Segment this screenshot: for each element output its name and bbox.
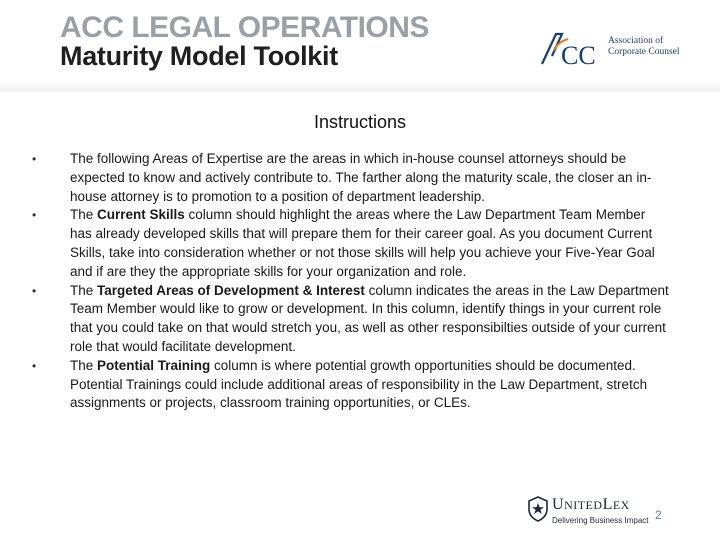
- brand-part: L: [602, 496, 613, 513]
- svg-text:CC: CC: [561, 41, 596, 68]
- bullet-text: [70, 206, 670, 281]
- bullet-text-part: The following Areas of Expertise are the areas in which in-house counsel attorneys should be expected to know and actively contribute to. The farther along the maturity scale, the closer an in-house attorney is to promotion to a position of department leadership.: [70, 151, 652, 204]
- header-divider: [0, 80, 720, 92]
- toolkit-subtitle: Maturity Model Toolkit: [60, 41, 338, 71]
- list-item: [30, 206, 670, 281]
- bullet-text-part: The: [70, 207, 98, 223]
- bullet-marker: •: [32, 152, 37, 166]
- unitedlex-logo: [528, 494, 649, 530]
- list-item: [30, 282, 670, 357]
- bullet-text: [70, 282, 670, 357]
- brand-part: NITED: [564, 498, 603, 512]
- acc-logo: [540, 30, 690, 70]
- bullet-text: [70, 150, 670, 206]
- title-acc: ACC: [60, 11, 124, 44]
- shield-star-icon: [528, 496, 548, 522]
- list-item: [30, 150, 670, 206]
- unitedlex-tagline: Delivering Business Impact: [552, 516, 649, 525]
- brand-part: EX: [612, 498, 630, 512]
- acc-org-name: [608, 36, 698, 58]
- instructions-list: [30, 150, 670, 413]
- bullet-text: [70, 357, 670, 413]
- bullet-marker: •: [32, 208, 37, 223]
- header-banner: [0, 0, 720, 90]
- acc-org-line1: Association of: [608, 36, 664, 46]
- acc-org-line2: Corporate Counsel: [608, 47, 680, 57]
- bullet-text-part: column indicates the areas in the Law Department Team Member would like to grow or development. In this column, identify things in your current role that you could take on that would stretch you, as well as other responsibilties outside of your current role that would facilitate development.: [70, 282, 669, 354]
- title-legal-operations: LEGAL OPERATIONS: [131, 11, 429, 44]
- bullet-text-part: column is where potential growth opportunities should be documented. Potential Trainings could include additional areas of responsibility in the Law Department, stretch assignments or projects, classroom training opportunities, or CLEs.: [70, 357, 648, 411]
- list-item: [30, 357, 670, 413]
- bullet-bold-term: Targeted Areas of Development & Interest: [97, 282, 365, 298]
- bullet-text-part: column should highlight the areas where the Law Department Team Member has already developed skills that will prepare them for their career goal. As you document Current Skills, take into consideration whether or not those skills will help you achieve your Five-Year Goal and if are they the appropriate skills for your organization and role.: [70, 207, 655, 279]
- bullet-marker: •: [32, 358, 37, 373]
- brand-part: U: [552, 496, 565, 513]
- acc-logo-mark-icon: [540, 30, 604, 68]
- bullet-bold-term: Potential Training: [97, 357, 211, 373]
- unitedlex-wordmark: [552, 496, 630, 514]
- page-heading: Instructions: [313, 112, 407, 132]
- bullet-marker: •: [32, 283, 37, 298]
- bullet-text-part: The: [70, 357, 98, 373]
- bullet-bold-term: Current Skills: [97, 207, 185, 223]
- bullet-text-part: The: [70, 282, 98, 298]
- page-number: 2: [655, 508, 662, 522]
